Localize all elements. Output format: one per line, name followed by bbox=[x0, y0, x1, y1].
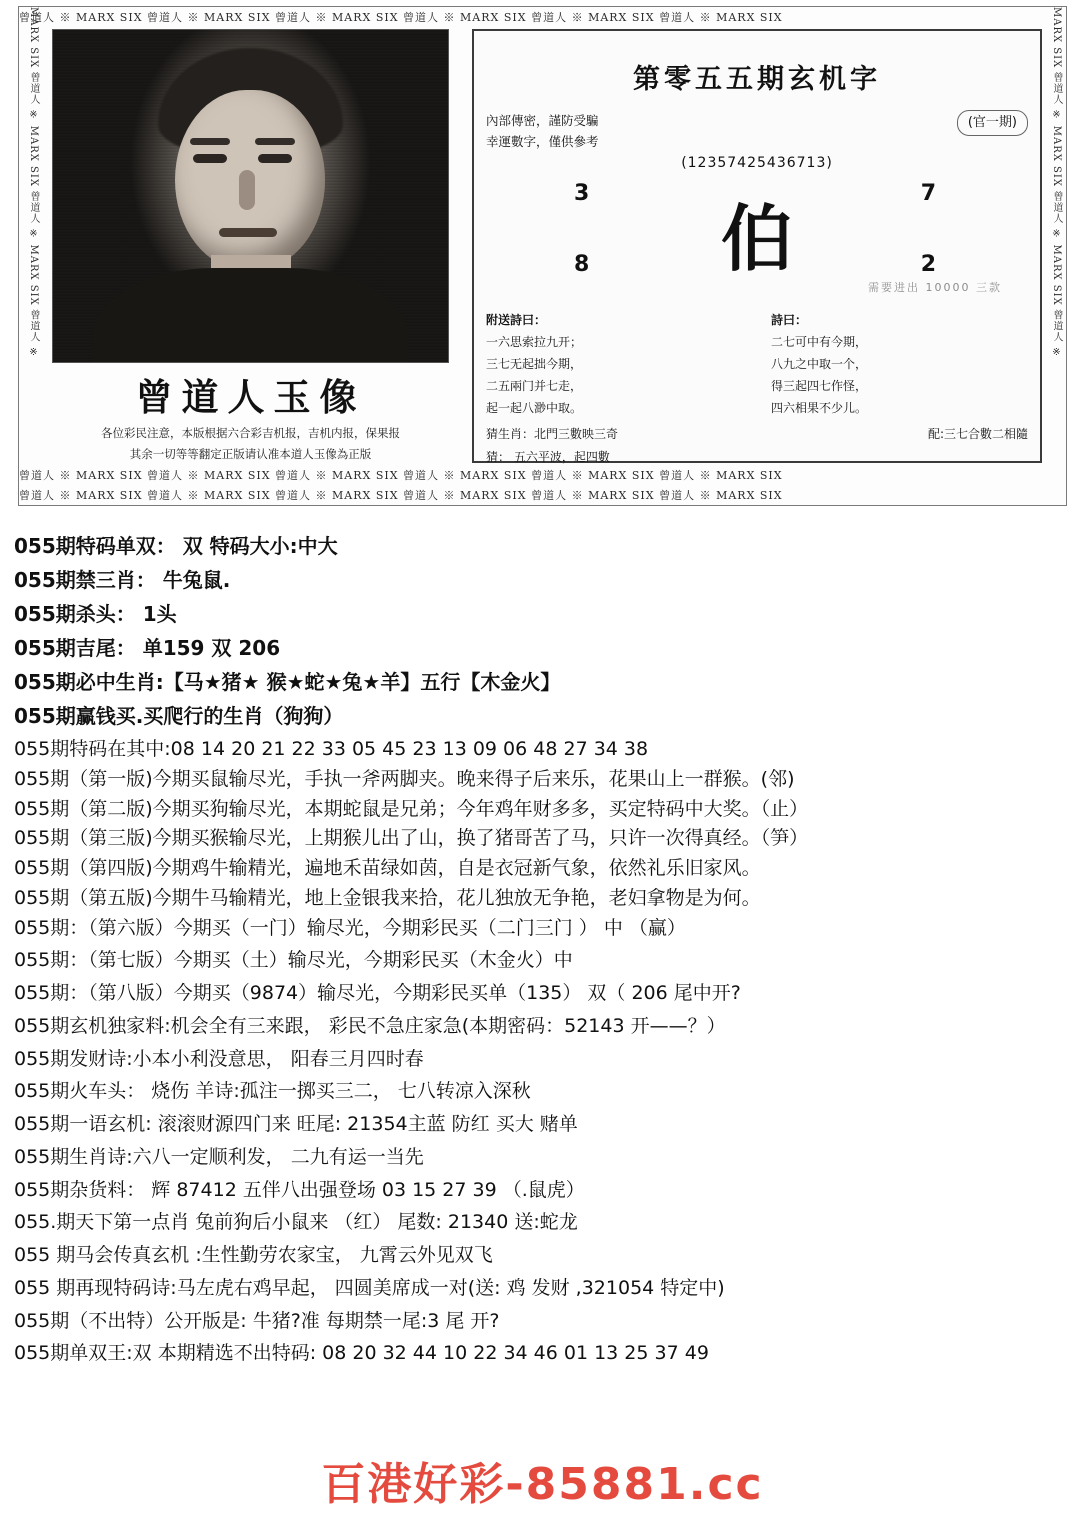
card-poem-left-line-3: 二五兩门并七走， bbox=[486, 379, 583, 394]
forecast-line: 055.期天下第一点肖 兔前狗后小鼠来 （红） 尾数: 21340 送:蛇龙 bbox=[14, 1211, 578, 1234]
forecast-line: 055期玄机独家料:机会全有三来跟， 彩民不急庄家急(本期密码：52143 开——？） bbox=[14, 1014, 726, 1037]
marquee-left: MARX SIX 曾道人 ※ MARX SIX 曾道人 ※ MARX SIX 曾道人 ※ bbox=[28, 7, 39, 360]
forecast-line: 055期（第四版)今期鸡牛输精光，遍地禾苗绿如茵，自是衣冠新气象，依然礼乐旧家风。 bbox=[14, 857, 761, 879]
card-zodiac-guess: 猜生肖：北門三數映三奇 bbox=[486, 427, 619, 442]
portrait-note-line2: 其余一切等等翻定正版请认准本道人玉像為正版 bbox=[129, 446, 372, 461]
forecast-line: 055期单双王:双 本期精选不出特码: 08 20 32 44 10 22 34 46 01 13 25 37 49 bbox=[14, 1342, 709, 1365]
forecast-line: 055期必中生肖:【马★猪★ 猴★蛇★兔★羊】五行【木金火】 bbox=[14, 670, 561, 694]
card-match-note: 配:三七合數二相隨 bbox=[927, 427, 1028, 442]
forecast-line: 055 期马会传真玄机 :生性勤劳农家宝， 九霄云外见双飞 bbox=[14, 1244, 493, 1266]
card-poem-right bbox=[771, 309, 1028, 420]
card-poem-right-line-4: 四六相果不少儿。 bbox=[771, 401, 868, 416]
portrait-photo bbox=[52, 29, 449, 363]
forecast-line: 055期禁三肖： 牛兔鼠. bbox=[14, 568, 231, 592]
card-notice bbox=[486, 110, 599, 153]
marquee-middle: 曾道人 ※ MARX SIX 曾道人 ※ MARX SIX 曾道人 ※ MARX SIX 曾道人 ※ MARX SIX 曾道人 ※ MARX SIX 曾道人 ※ MARX SIX bbox=[19, 469, 783, 482]
forecast-line: 055 期再现特码诗:马左虎右鸡早起， 四圆美席成一对(送: 鸡 发财 ,321054 特定中) bbox=[14, 1276, 725, 1299]
portrait-eye-right bbox=[258, 154, 292, 163]
card-poem-left-line-2: 三七无起拙今期， bbox=[486, 356, 583, 371]
forecast-line: 055期（第一版)今期买鼠输尽光，手执一斧两脚夹。晚来得子后来乐，花果山上一群猴。(邻) bbox=[14, 767, 795, 790]
card-poem-left-line-1: 一六思索拉九开； bbox=[486, 334, 583, 349]
card-corner-top-left: 3 bbox=[574, 180, 590, 206]
marquee-top: 曾道人 ※ MARX SIX 曾道人 ※ MARX SIX 曾道人 ※ MARX SIX 曾道人 ※ MARX SIX 曾道人 ※ MARX SIX 曾道人 ※ MARX SIX bbox=[19, 11, 783, 24]
card-main-character: 伯 bbox=[720, 195, 793, 281]
forecast-line: 055期：（第八版）今期买（9874）输尽光，今期彩民买单（135） 双（ 206 尾中开? bbox=[14, 982, 741, 1004]
forecast-line: 055期：（第六版）今期买（一门）输尽光，今期彩民买（二门三门 ） 中 （赢） bbox=[14, 916, 686, 939]
card-period-badge: (官一期) bbox=[957, 110, 1028, 136]
portrait-eye-left bbox=[193, 154, 227, 163]
portrait-note-line1: 各位彩民注意，本版根据六合彩吉机报，吉机内报，保果报 bbox=[101, 425, 400, 440]
card-corner-top-right: 7 bbox=[920, 180, 936, 206]
marquee-bottom: 曾道人 ※ MARX SIX 曾道人 ※ MARX SIX 曾道人 ※ MARX SIX 曾道人 ※ MARX SIX 曾道人 ※ MARX SIX 曾道人 ※ MARX SIX bbox=[19, 489, 783, 502]
lottery-card bbox=[472, 29, 1042, 463]
portrait-brow-left bbox=[190, 138, 230, 145]
card-corner-bottom-right: 2 bbox=[920, 251, 936, 277]
card-lucky-code: (12357425436713) bbox=[681, 154, 833, 171]
forecast-line: 055期：（第七版）今期买（土）输尽光，今期彩民买（木金火）中 bbox=[14, 949, 573, 972]
marquee-right: MARX SIX 曾道人 ※ MARX SIX 曾道人 ※ MARX SIX 曾道人 ※ bbox=[1051, 7, 1062, 360]
forecast-line: 055期赢钱买.买爬行的生肖（狗狗） bbox=[14, 704, 344, 728]
portrait-torso bbox=[93, 268, 408, 363]
card-poem-right-line-1: 二七可中有今期， bbox=[771, 334, 868, 349]
card-poem-left bbox=[486, 309, 743, 420]
portrait-brow-right bbox=[255, 138, 295, 145]
forecast-line: 055期吉尾： 单159 双 206 bbox=[14, 636, 281, 660]
card-title: 第零五五期玄机字 bbox=[633, 64, 881, 95]
card-poem-right-label: 詩曰： bbox=[771, 312, 808, 327]
forecast-line: 055期杂货料： 辉 87412 五伴八出强登场 03 15 27 39 （.鼠虎） bbox=[14, 1178, 585, 1201]
card-poem-left-line-4: 起一起八渺中取。 bbox=[486, 401, 583, 416]
portrait-mouth bbox=[219, 228, 277, 237]
card-faint-note: 需要进出 10000 三款 bbox=[868, 280, 1002, 294]
forecast-line: 055期（不出特）公开版是: 牛猪?准 每期禁一尾:3 尾 开? bbox=[14, 1309, 500, 1332]
forecast-line: 055期（第三版)今期买猴输尽光，上期猴儿出了山，换了猪哥苦了马，只许一次得真经。（笋） bbox=[14, 827, 809, 850]
card-guess-foot: 猜： 五六平波，起四數 bbox=[486, 450, 610, 465]
portrait-block bbox=[43, 29, 458, 463]
forecast-line: 055期（第五版)今期牛马输精光，地上金银我来拾，花儿独放无争艳，老妇拿物是为何。 bbox=[14, 886, 761, 909]
forecast-line: 055期火车头： 烧伤 羊诗:孤注一掷买三二， 七八转凉入深秋 bbox=[14, 1080, 531, 1103]
forecast-line: 055期生肖诗:六八一定顺利发， 二九有运一当先 bbox=[14, 1145, 424, 1168]
card-zodiac-row bbox=[486, 425, 1028, 442]
card-poem-right-line-2: 八九之中取一个， bbox=[771, 356, 868, 371]
portrait-nose bbox=[239, 170, 255, 210]
forecast-text-block bbox=[14, 534, 1071, 1366]
card-poem-right-line-3: 得三起四七作怪， bbox=[771, 379, 868, 394]
card-poem-left-label: 附送詩曰： bbox=[486, 312, 547, 327]
forecast-line: 055期特码在其中:08 14 20 21 22 33 05 45 23 13 09 06 48 27 34 38 bbox=[14, 738, 649, 760]
forecast-line: 055期（第二版)今期买狗输尽光，本期蛇鼠是兄弟；今年鸡年财多多，买定特码中大奖。（止） bbox=[14, 797, 809, 820]
forecast-line: 055期杀头： 1头 bbox=[14, 602, 177, 626]
portrait-title: 曾道人玉像 bbox=[135, 374, 366, 419]
card-corner-bottom-left: 8 bbox=[574, 251, 590, 277]
card-guess-row bbox=[486, 448, 1028, 465]
site-watermark: 百港好彩-85881.cc bbox=[321, 1459, 764, 1510]
forecast-line: 055期一语玄机: 滚滚财源四门来 旺尾: 21354主蓝 防红 买大 赌单 bbox=[14, 1113, 578, 1135]
card-notice-line1: 內部傳密，謹防受騙 bbox=[486, 113, 599, 128]
card-character-row bbox=[486, 175, 1028, 285]
forecast-line: 055期特码单双： 双 特码大小:中大 bbox=[14, 534, 338, 558]
poster-content bbox=[43, 29, 1042, 463]
forecast-line: 055期发财诗:小本小利没意思， 阳春三月四时春 bbox=[14, 1047, 424, 1070]
poster-banner bbox=[18, 6, 1067, 506]
card-notice-line2: 幸運數字，僅供參考 bbox=[486, 134, 599, 150]
card-subheader bbox=[486, 110, 1028, 153]
card-poems bbox=[486, 309, 1028, 420]
